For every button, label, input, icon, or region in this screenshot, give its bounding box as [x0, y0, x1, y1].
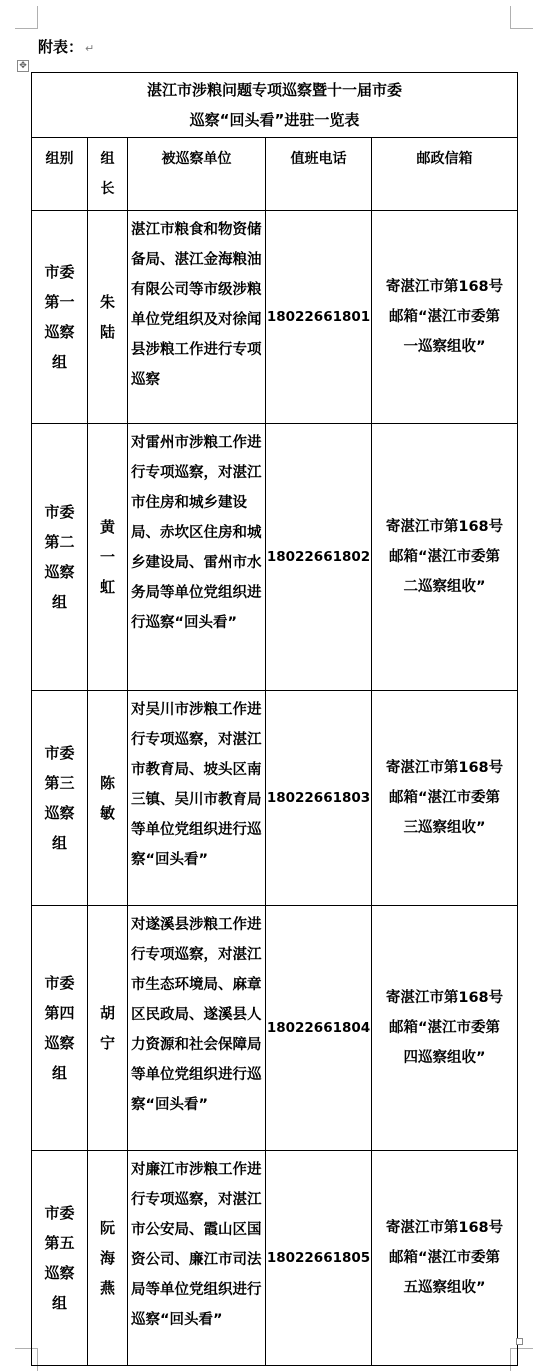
- header-mail: 邮政信箱: [372, 138, 518, 211]
- group-cell: 市委 第三 巡察 组: [32, 691, 88, 906]
- mail-cell: 寄湛江市第168号 邮箱“湛江市委第 一巡察组收”: [372, 211, 518, 424]
- table-row: [32, 211, 518, 424]
- unit-cell: 对吴川市涉粮工作进行专项巡察，对湛江市教育局、坡头区南三镇、吴川市教育局等单位党组织进行巡察“回头看”: [128, 691, 266, 906]
- table-header-row: [32, 138, 518, 211]
- page-corner-mark-top-left: [15, 6, 38, 29]
- phone-cell: 18022661801: [266, 211, 372, 424]
- phone-cell: 18022661805: [266, 1151, 372, 1366]
- unit-cell: 对雷州市涉粮工作进行专项巡察，对湛江市住房和城乡建设局、赤坎区住房和城乡建设局、雷州市水务局等单位党组织进行巡察“回头看”: [128, 424, 266, 691]
- unit-cell: 对遂溪县涉粮工作进行专项巡察，对湛江市生态环境局、麻章区民政局、遂溪县人力资源和社会保障局等单位党组织进行巡察“回头看”: [128, 906, 266, 1151]
- leader-cell: 阮 海 燕: [88, 1151, 128, 1366]
- phone-cell: 18022661803: [266, 691, 372, 906]
- leader-cell: 朱 陆: [88, 211, 128, 424]
- page-corner-mark-top-right: [510, 6, 533, 29]
- unit-cell: 对廉江市涉粮工作进行专项巡察，对湛江市公安局、霞山区国资公司、廉江市司法局等单位党组织进行巡察“回头看”: [128, 1151, 266, 1366]
- mail-cell: 寄湛江市第168号 邮箱“湛江市委第 四巡察组收”: [372, 906, 518, 1151]
- group-cell: 市委 第四 巡察 组: [32, 906, 88, 1151]
- table-row: [32, 906, 518, 1151]
- phone-cell: 18022661804: [266, 906, 372, 1151]
- header-unit: 被巡察单位: [128, 138, 266, 211]
- table-row: [32, 424, 518, 691]
- header-phone: 值班电话: [266, 138, 372, 211]
- group-cell: 市委 第一 巡察 组: [32, 211, 88, 424]
- unit-cell: 湛江市粮食和物资储备局、湛江金海粮油有限公司等市级涉粮单位党组织及对徐闻县涉粮工作进行专项巡察: [128, 211, 266, 424]
- table-row: [32, 1151, 518, 1366]
- leader-cell: 胡 宁: [88, 906, 128, 1151]
- leader-cell: 黄 一 虹: [88, 424, 128, 691]
- group-cell: 市委 第五 巡察 组: [32, 1151, 88, 1366]
- attachment-label: 附表： ↵: [38, 38, 95, 56]
- table-resize-handle[interactable]: [516, 1338, 523, 1345]
- inspection-table: [31, 72, 518, 1366]
- leader-cell: 陈 敏: [88, 691, 128, 906]
- mail-cell: 寄湛江市第168号 邮箱“湛江市委第 五巡察组收”: [372, 1151, 518, 1366]
- table-row: [32, 691, 518, 906]
- table-title: [32, 73, 518, 138]
- mail-cell: 寄湛江市第168号 邮箱“湛江市委第 二巡察组收”: [372, 424, 518, 691]
- mail-cell: 寄湛江市第168号 邮箱“湛江市委第 三巡察组收”: [372, 691, 518, 906]
- table-title-line-1: 湛江市涉粮问题专项巡察暨十一届市委: [146, 81, 402, 99]
- header-leader: 组 长: [88, 138, 128, 211]
- table-move-handle-icon[interactable]: ✥: [17, 60, 29, 72]
- group-cell: 市委 第二 巡察 组: [32, 424, 88, 691]
- header-group: 组别: [32, 138, 88, 211]
- phone-cell: 18022661802: [266, 424, 372, 691]
- table-title-line-2: 巡察“回头看”进驻一览表: [189, 111, 360, 129]
